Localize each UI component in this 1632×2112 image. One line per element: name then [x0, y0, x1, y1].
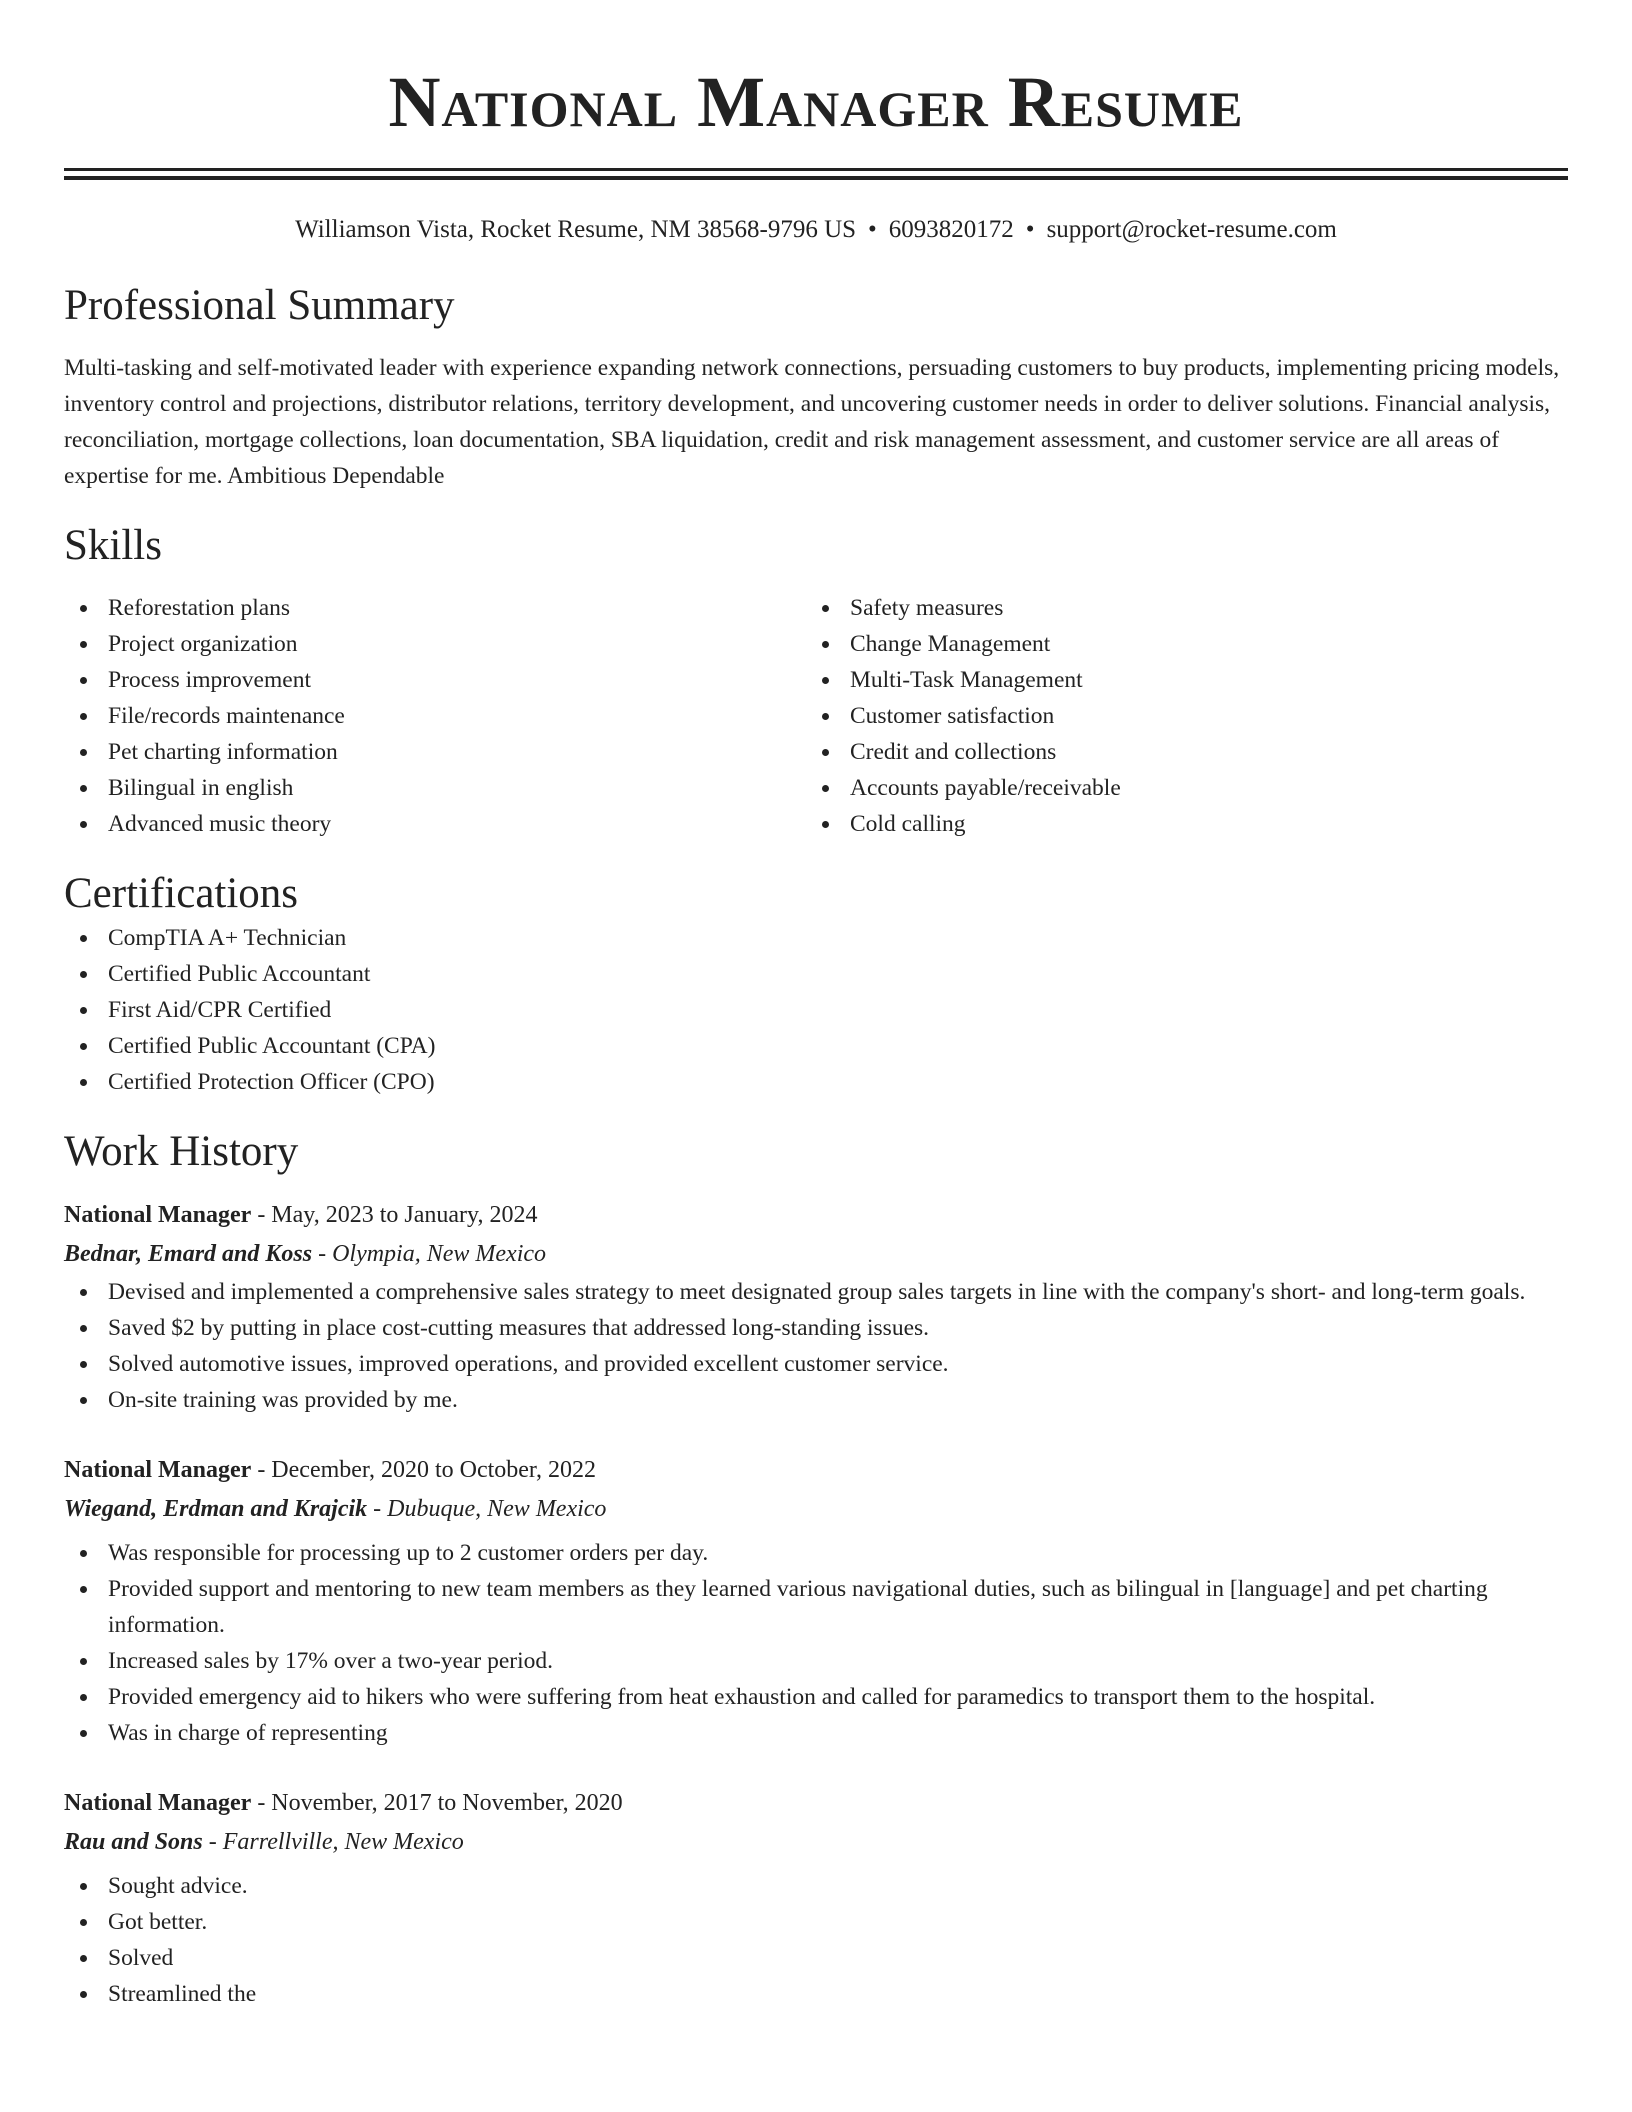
job-bullet: Provided support and mentoring to new team members as they learned various navigational duties, such as bilingual in [language] and pet charting information. — [64, 1571, 1568, 1643]
skill-item: Safety measures — [806, 590, 1548, 626]
skill-item: Accounts payable/receivable — [806, 770, 1548, 806]
skill-item: File/records maintenance — [64, 698, 806, 734]
job-title: National Manager — [64, 1202, 252, 1228]
summary-paragraph: Multi-tasking and self-motivated leader with experience expanding network connections, persuading customers to buy products, implementing pricing models, inventory control and projections, distributor relations, territory development, and uncovering customer needs in order to deliver solutions. Financial analysis, reconciliation, mortgage collections, loan documentation, SBA liquidation, credit and risk management assessment, and customer service are all areas of expertise for me. Ambitious Dependable — [64, 355, 1560, 489]
job-company: Bednar, Emard and Koss — [64, 1241, 313, 1267]
job-dates: - May, 2023 to January, 2024 — [251, 1202, 538, 1228]
job-title-line — [64, 1451, 1568, 1489]
job-entry — [64, 1784, 1568, 2012]
job-bullets — [64, 1868, 1568, 2012]
bullet-icon — [80, 1550, 87, 1557]
job-title: National Manager — [64, 1457, 252, 1483]
certification-item: Certified Public Accountant (CPA) — [64, 1028, 1568, 1064]
job-bullet: Was in charge of representing — [64, 1715, 1568, 1751]
bullet-icon — [80, 713, 87, 720]
bullet-icon — [80, 935, 87, 942]
bullet-icon — [80, 971, 87, 978]
skill-item: Multi-Task Management — [806, 662, 1548, 698]
bullet-icon — [80, 1658, 87, 1665]
job-employer-line — [64, 1489, 1568, 1529]
job-title: National Manager — [64, 1790, 252, 1816]
skills-grid — [64, 590, 1568, 842]
job-title-line — [64, 1784, 1568, 1822]
certification-item: Certified Public Accountant — [64, 956, 1568, 992]
section-heading-summary: Professional Summary — [64, 282, 455, 329]
job-title-line — [64, 1196, 1568, 1234]
resume-title: National Manager Resume — [388, 62, 1244, 142]
skill-item: Credit and collections — [806, 734, 1548, 770]
bullet-icon — [822, 713, 829, 720]
job-bullet: Solved automotive issues, improved operations, and provided excellent customer service. — [64, 1346, 1568, 1382]
bullet-icon — [822, 641, 829, 648]
bullet-icon — [822, 749, 829, 756]
certification-item: First Aid/CPR Certified — [64, 992, 1568, 1028]
contact-separator: • — [868, 216, 877, 243]
bullet-icon — [80, 1694, 87, 1701]
certification-item: Certified Protection Officer (CPO) — [64, 1064, 1568, 1100]
bullet-icon — [822, 785, 829, 792]
job-location: - Dubuque, New Mexico — [367, 1496, 607, 1522]
job-bullet: Increased sales by 17% over a two-year period. — [64, 1643, 1568, 1679]
section-heading-skills: Skills — [64, 522, 162, 569]
job-bullet: Sought advice. — [64, 1868, 1568, 1904]
section-heading-certifications: Certifications — [64, 870, 299, 917]
bullet-icon — [80, 1955, 87, 1962]
job-dates: - December, 2020 to October, 2022 — [251, 1457, 596, 1483]
job-entry — [64, 1451, 1568, 1751]
job-bullet: Provided emergency aid to hikers who were suffering from heat exhaustion and called for paramedics to transport them to the hospital. — [64, 1679, 1568, 1715]
job-bullet: Saved $2 by putting in place cost-cutting measures that addressed long-standing issues. — [64, 1310, 1568, 1346]
bullet-icon — [822, 821, 829, 828]
skills-column-left — [64, 590, 806, 842]
certifications-list — [64, 920, 1568, 1100]
bullet-icon — [80, 821, 87, 828]
certification-item: CompTIA A+ Technician — [64, 920, 1568, 956]
bullet-icon — [80, 1397, 87, 1404]
bullet-icon — [80, 1991, 87, 1998]
skill-item: Reforestation plans — [64, 590, 806, 626]
contact-email[interactable]: support@rocket-resume.com — [1046, 216, 1337, 243]
skill-item: Process improvement — [64, 662, 806, 698]
skill-item: Pet charting information — [64, 734, 806, 770]
contact-separator: • — [1025, 216, 1035, 243]
bullet-icon — [80, 1730, 87, 1737]
job-employer-line — [64, 1234, 1568, 1274]
job-bullet: Devised and implemented a comprehensive sales strategy to meet designated group sales targets in line with the company's short- and long-term goals. — [64, 1274, 1568, 1310]
skill-item: Advanced music theory — [64, 806, 806, 842]
skills-column-right — [806, 590, 1548, 842]
job-company: Rau and Sons — [64, 1829, 203, 1855]
bullet-icon — [80, 1079, 87, 1086]
job-bullet: On-site training was provided by me. — [64, 1382, 1568, 1418]
job-bullet: Got better. — [64, 1904, 1568, 1940]
bullet-icon — [80, 1586, 87, 1593]
job-bullets — [64, 1274, 1568, 1418]
bullet-icon — [80, 1883, 87, 1890]
job-bullets — [64, 1535, 1568, 1751]
title-divider — [64, 168, 1568, 180]
job-location: - Farrellville, New Mexico — [202, 1829, 464, 1855]
bullet-icon — [80, 1919, 87, 1926]
job-entry — [64, 1196, 1568, 1418]
job-bullet: Streamlined the — [64, 1976, 1568, 2012]
job-dates: - November, 2017 to November, 2020 — [251, 1790, 623, 1816]
skill-item: Customer satisfaction — [806, 698, 1548, 734]
job-bullet: Solved — [64, 1940, 1568, 1976]
resume-page — [64, 0, 1568, 2012]
job-employer-line — [64, 1822, 1568, 1862]
job-location: - Olympia, New Mexico — [312, 1241, 547, 1267]
bullet-icon — [80, 1361, 87, 1368]
skill-item: Change Management — [806, 626, 1548, 662]
bullet-icon — [822, 605, 829, 612]
skill-item: Cold calling — [806, 806, 1548, 842]
bullet-icon — [80, 1325, 87, 1332]
bullet-icon — [80, 1043, 87, 1050]
bullet-icon — [80, 785, 87, 792]
contact-address: Williamson Vista, Rocket Resume, NM 38568-9796 US — [295, 216, 857, 243]
bullet-icon — [80, 641, 87, 648]
bullet-icon — [80, 677, 87, 684]
skill-item: Bilingual in english — [64, 770, 806, 806]
bullet-icon — [80, 605, 87, 612]
job-company: Wiegand, Erdman and Krajcik — [64, 1496, 368, 1522]
contact-line — [64, 214, 1568, 246]
bullet-icon — [822, 677, 829, 684]
skill-item: Project organization — [64, 626, 806, 662]
job-bullet: Was responsible for processing up to 2 customer orders per day. — [64, 1535, 1568, 1571]
bullet-icon — [80, 1289, 87, 1296]
contact-phone: 6093820172 — [888, 216, 1014, 243]
bullet-icon — [80, 749, 87, 756]
section-heading-work-history: Work History — [64, 1128, 299, 1175]
bullet-icon — [80, 1007, 87, 1014]
